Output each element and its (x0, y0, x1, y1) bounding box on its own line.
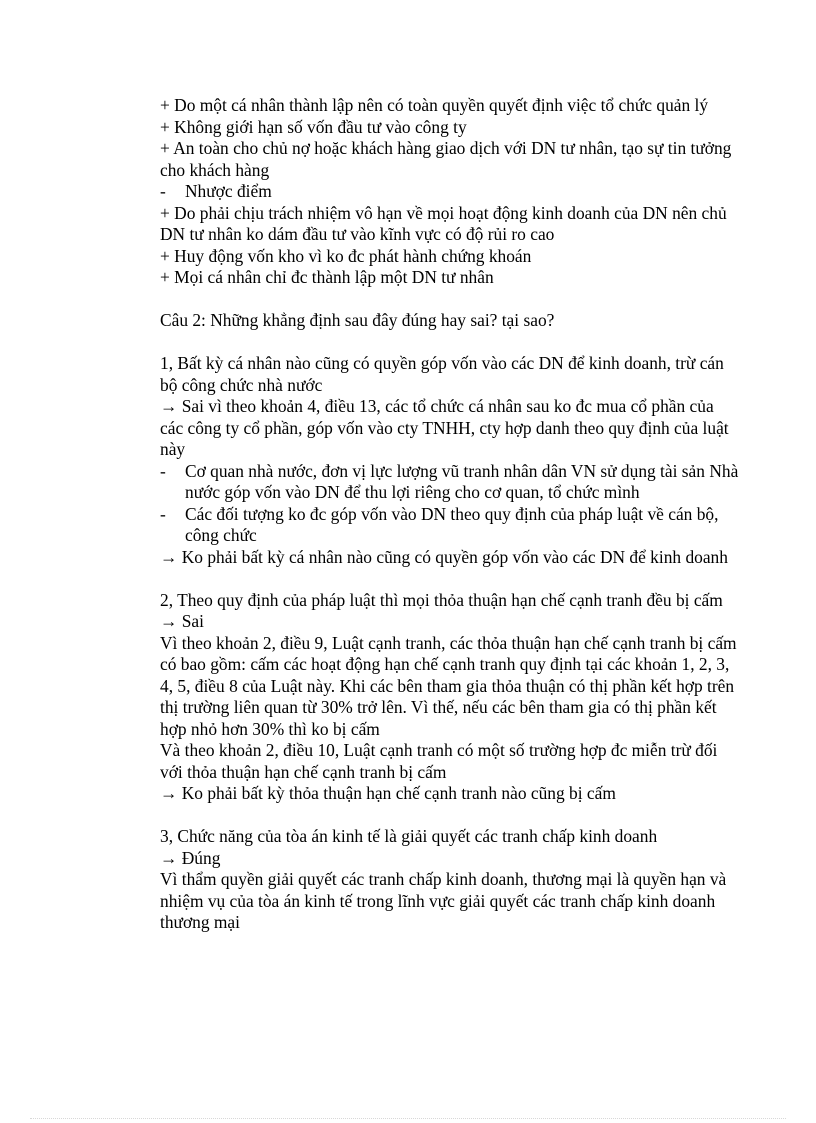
q1-conclusion: → Ko phải bất kỳ cá nhân nào cũng có quyền góp vốn vào các DN để kinh doanh (160, 546, 728, 567)
q3-reason: Vì thẩm quyền giải quyết các tranh chấp kinh doanh, thương mại là quyền hạn và nhiệm vụ của tòa án kinh tế trong lĩnh vực giải quyết các tranh chấp kinh doanh thương mại (160, 869, 727, 932)
list-dash: - (160, 460, 166, 481)
q3-statement: 3, Chức năng của tòa án kinh tế là giải quyết các tranh chấp kinh doanh (160, 826, 658, 846)
list-dash: - (160, 181, 166, 201)
cons-heading-text: Nhược điểm (185, 181, 272, 201)
cons-item: + Mọi cá nhân chỉ đc thành lập một DN tư nhân (160, 267, 494, 287)
q2-reason: Vì theo khoản 2, điều 9, Luật cạnh tranh, các thỏa thuận hạn chế cạnh tranh bị cấm có bao gồm: cấm các hoạt động hạn chế cạnh tranh quy định tại các khoản 1, 2, 3, 4, 5, điều 8 của Luật này. Khi các bên tham gia thỏa thuận có thị phần kết hợp trên thị trường liên quan từ 30% trở lên. Vì thế, nếu các bên tham gia có thị phần kết hợp nhỏ hơn 30% thì ko bị cấm (160, 632, 737, 739)
q1-answer: → Sai vì theo khoản 4, điều 13, các tổ chức cá nhân sau ko đc mua cổ phần của các công ty cổ phần, góp vốn vào cty TNHH, cty hợp danh theo quy định của luật này (160, 396, 729, 459)
q2-statement: 2, Theo quy định của pháp luật thì mọi thỏa thuận hạn chế cạnh tranh đều bị cấm (160, 589, 723, 610)
blank-line (160, 568, 740, 590)
question-2-title: Câu 2: Những khẳng định sau đây đúng hay sai? tại sao? (160, 310, 555, 330)
blank-line (160, 289, 740, 311)
cons-item: + Do phải chịu trách nhiệm vô hạn về mọi hoạt động kinh doanh của DN nên chủ DN tư nhân ko dám đầu tư vào kĩnh vực có độ rủi ro cao (160, 202, 727, 244)
pros-item: + An toàn cho chủ nợ hoặc khách hàng giao dịch với DN tư nhân, tạo sự tin tưởng cho khách hàng (160, 138, 732, 180)
pros-item: + Không giới hạn số vốn đầu tư vào công ty (160, 116, 467, 137)
blank-line (160, 332, 740, 354)
q3-verdict: → Đúng (160, 847, 221, 868)
blank-line (160, 805, 740, 827)
q2-conclusion: → Ko phải bất kỳ thỏa thuận hạn chế cạnh tranh nào cũng bị cấm (160, 783, 616, 803)
q2-verdict: → Sai (160, 611, 204, 631)
q1-statement: 1, Bất kỳ cá nhân nào cũng có quyền góp vốn vào các DN để kinh doanh, trừ cán bộ công chức nhà nước (160, 353, 724, 395)
q1-list-item (160, 461, 740, 504)
document-body (160, 95, 740, 934)
q1-list-item (160, 504, 740, 547)
pros-item: + Do một cá nhân thành lập nên có toàn quyền quyết định việc tổ chức quản lý (160, 95, 709, 115)
cons-heading (160, 181, 740, 203)
page-bottom-rule (30, 1118, 786, 1119)
q1-list-text: Các đối tượng ko đc góp vốn vào DN theo quy định của pháp luật về cán bộ, công chức (185, 503, 719, 545)
q2-reason: Và theo khoản 2, điều 10, Luật cạnh tranh có một số trường hợp đc miễn trừ đối với thỏa thuận hạn chế cạnh tranh bị cấm (160, 740, 718, 782)
list-dash: - (160, 503, 166, 524)
q1-list-text: Cơ quan nhà nước, đơn vị lực lượng vũ tranh nhân dân VN sử dụng tài sản Nhà nước góp vốn vào DN để thu lợi riêng cho cơ quan, tổ chức mình (185, 460, 739, 502)
cons-item: + Huy động vốn kho vì ko đc phát hành chứng khoán (160, 245, 532, 266)
